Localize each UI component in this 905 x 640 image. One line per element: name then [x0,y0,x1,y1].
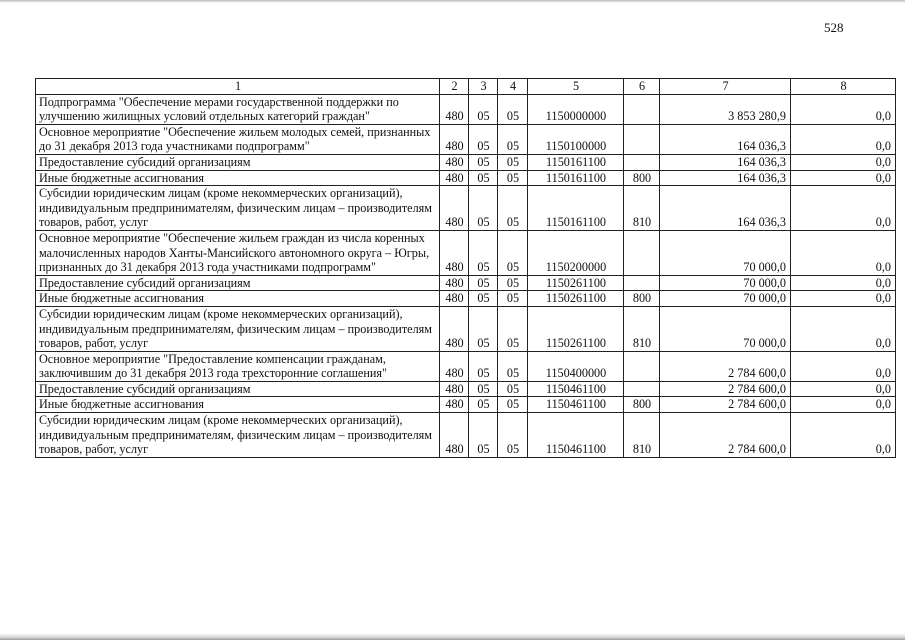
table-row [36,291,896,307]
row-amount-2-cell: 0,0 [791,124,896,154]
row-expense-type-cell [624,124,660,154]
row-amount-cell: 164 036,3 [660,186,791,231]
header-cell: 1 [36,79,440,95]
row-target-article-cell: 1150261100 [528,291,624,307]
row-code-cell: 480 [440,413,469,458]
row-expense-type-cell: 810 [624,186,660,231]
row-subsection-cell: 05 [498,381,528,397]
row-amount-2-cell: 0,0 [791,230,896,275]
row-name-cell: Основное мероприятие "Обеспечение жильем граждан из числа коренных малочисленных народов Ханты-Мансийского автономного округа – Югры, признанных до 31 декабря 2013 года участниками подпрограмм" [36,230,440,275]
table-row [36,413,896,458]
row-code-cell: 480 [440,94,469,124]
row-amount-2-cell: 0,0 [791,94,896,124]
row-subsection-cell: 05 [498,94,528,124]
row-target-article-cell: 1150000000 [528,94,624,124]
row-amount-2-cell: 0,0 [791,154,896,170]
row-target-article-cell: 1150461100 [528,397,624,413]
row-section-cell: 05 [469,413,498,458]
row-section-cell: 05 [469,94,498,124]
row-expense-type-cell [624,351,660,381]
row-target-article-cell: 1150100000 [528,124,624,154]
table-row [36,306,896,351]
row-name-cell: Предоставление субсидий организациям [36,381,440,397]
row-name-cell: Подпрограмма "Обеспечение мерами государственной поддержки по улучшению жилищных условий отдельных категорий граждан" [36,94,440,124]
row-amount-cell: 164 036,3 [660,170,791,186]
row-amount-cell: 70 000,0 [660,291,791,307]
row-section-cell: 05 [469,306,498,351]
row-code-cell: 480 [440,275,469,291]
row-amount-2-cell: 0,0 [791,351,896,381]
row-code-cell: 480 [440,124,469,154]
row-amount-2-cell: 0,0 [791,186,896,231]
row-subsection-cell: 05 [498,186,528,231]
row-name-cell: Основное мероприятие "Предоставление компенсации гражданам, заключившим до 31 декабря 2013 года трехсторонние соглашения" [36,351,440,381]
header-cell: 5 [528,79,624,95]
row-code-cell: 480 [440,397,469,413]
row-target-article-cell: 1150261100 [528,306,624,351]
row-amount-2-cell: 0,0 [791,306,896,351]
row-name-cell: Иные бюджетные ассигнования [36,170,440,186]
row-target-article-cell: 1150200000 [528,230,624,275]
row-code-cell: 480 [440,381,469,397]
row-section-cell: 05 [469,230,498,275]
row-expense-type-cell: 800 [624,397,660,413]
row-target-article-cell: 1150461100 [528,381,624,397]
row-target-article-cell: 1150161100 [528,186,624,231]
header-cell: 7 [660,79,791,95]
row-amount-cell: 2 784 600,0 [660,381,791,397]
row-section-cell: 05 [469,397,498,413]
row-target-article-cell: 1150161100 [528,170,624,186]
row-code-cell: 480 [440,291,469,307]
row-name-cell: Основное мероприятие "Обеспечение жильем молодых семей, признанных до 31 декабря 2013 года участниками подпрограмм" [36,124,440,154]
page-number: 528 [824,20,844,35]
row-expense-type-cell: 800 [624,291,660,307]
row-amount-2-cell: 0,0 [791,291,896,307]
row-subsection-cell: 05 [498,170,528,186]
row-amount-2-cell: 0,0 [791,413,896,458]
row-code-cell: 480 [440,154,469,170]
table-row [36,124,896,154]
row-target-article-cell: 1150461100 [528,413,624,458]
table-row [36,397,896,413]
row-section-cell: 05 [469,186,498,231]
row-code-cell: 480 [440,186,469,231]
table-row [36,275,896,291]
table-row [36,186,896,231]
row-section-cell: 05 [469,170,498,186]
row-subsection-cell: 05 [498,154,528,170]
header-cell: 3 [469,79,498,95]
row-section-cell: 05 [469,275,498,291]
table-row [36,94,896,124]
table-row [36,170,896,186]
row-section-cell: 05 [469,351,498,381]
row-expense-type-cell [624,94,660,124]
row-amount-cell: 2 784 600,0 [660,397,791,413]
row-code-cell: 480 [440,230,469,275]
row-section-cell: 05 [469,154,498,170]
row-code-cell: 480 [440,351,469,381]
row-target-article-cell: 1150261100 [528,275,624,291]
row-amount-cell: 3 853 280,9 [660,94,791,124]
header-cell: 2 [440,79,469,95]
row-expense-type-cell: 810 [624,413,660,458]
row-subsection-cell: 05 [498,291,528,307]
row-subsection-cell: 05 [498,413,528,458]
row-amount-2-cell: 0,0 [791,275,896,291]
row-code-cell: 480 [440,170,469,186]
budget-table [35,78,896,458]
row-amount-cell: 2 784 600,0 [660,413,791,458]
row-amount-2-cell: 0,0 [791,397,896,413]
row-subsection-cell: 05 [498,275,528,291]
table-row [36,230,896,275]
row-amount-cell: 2 784 600,0 [660,351,791,381]
row-name-cell: Иные бюджетные ассигнования [36,291,440,307]
row-section-cell: 05 [469,124,498,154]
row-expense-type-cell: 800 [624,170,660,186]
row-target-article-cell: 1150161100 [528,154,624,170]
row-code-cell: 480 [440,306,469,351]
row-target-article-cell: 1150400000 [528,351,624,381]
row-subsection-cell: 05 [498,306,528,351]
row-expense-type-cell [624,230,660,275]
header-cell: 8 [791,79,896,95]
table-row [36,381,896,397]
row-name-cell: Субсидии юридическим лицам (кроме некоммерческих организаций), индивидуальным предпринимателям, физическим лицам – производителям товаров, работ, услуг [36,413,440,458]
row-name-cell: Предоставление субсидий организациям [36,275,440,291]
table-row [36,351,896,381]
row-subsection-cell: 05 [498,124,528,154]
row-amount-cell: 70 000,0 [660,230,791,275]
row-amount-cell: 164 036,3 [660,154,791,170]
table-row [36,154,896,170]
row-amount-2-cell: 0,0 [791,170,896,186]
row-name-cell: Субсидии юридическим лицам (кроме некоммерческих организаций), индивидуальным предпринимателям, физическим лицам – производителям товаров, работ, услуг [36,186,440,231]
row-expense-type-cell [624,381,660,397]
row-name-cell: Субсидии юридическим лицам (кроме некоммерческих организаций), индивидуальным предпринимателям, физическим лицам – производителям товаров, работ, услуг [36,306,440,351]
row-amount-2-cell: 0,0 [791,381,896,397]
row-expense-type-cell [624,275,660,291]
row-amount-cell: 164 036,3 [660,124,791,154]
row-subsection-cell: 05 [498,397,528,413]
row-section-cell: 05 [469,291,498,307]
row-amount-cell: 70 000,0 [660,275,791,291]
header-cell: 6 [624,79,660,95]
scan-top-edge [0,0,905,3]
row-expense-type-cell: 810 [624,306,660,351]
row-name-cell: Предоставление субсидий организациям [36,154,440,170]
row-expense-type-cell [624,154,660,170]
row-name-cell: Иные бюджетные ассигнования [36,397,440,413]
header-cell: 4 [498,79,528,95]
scan-bottom-edge [0,633,905,640]
table-header-row [36,79,896,95]
row-amount-cell: 70 000,0 [660,306,791,351]
row-section-cell: 05 [469,381,498,397]
row-subsection-cell: 05 [498,230,528,275]
row-subsection-cell: 05 [498,351,528,381]
